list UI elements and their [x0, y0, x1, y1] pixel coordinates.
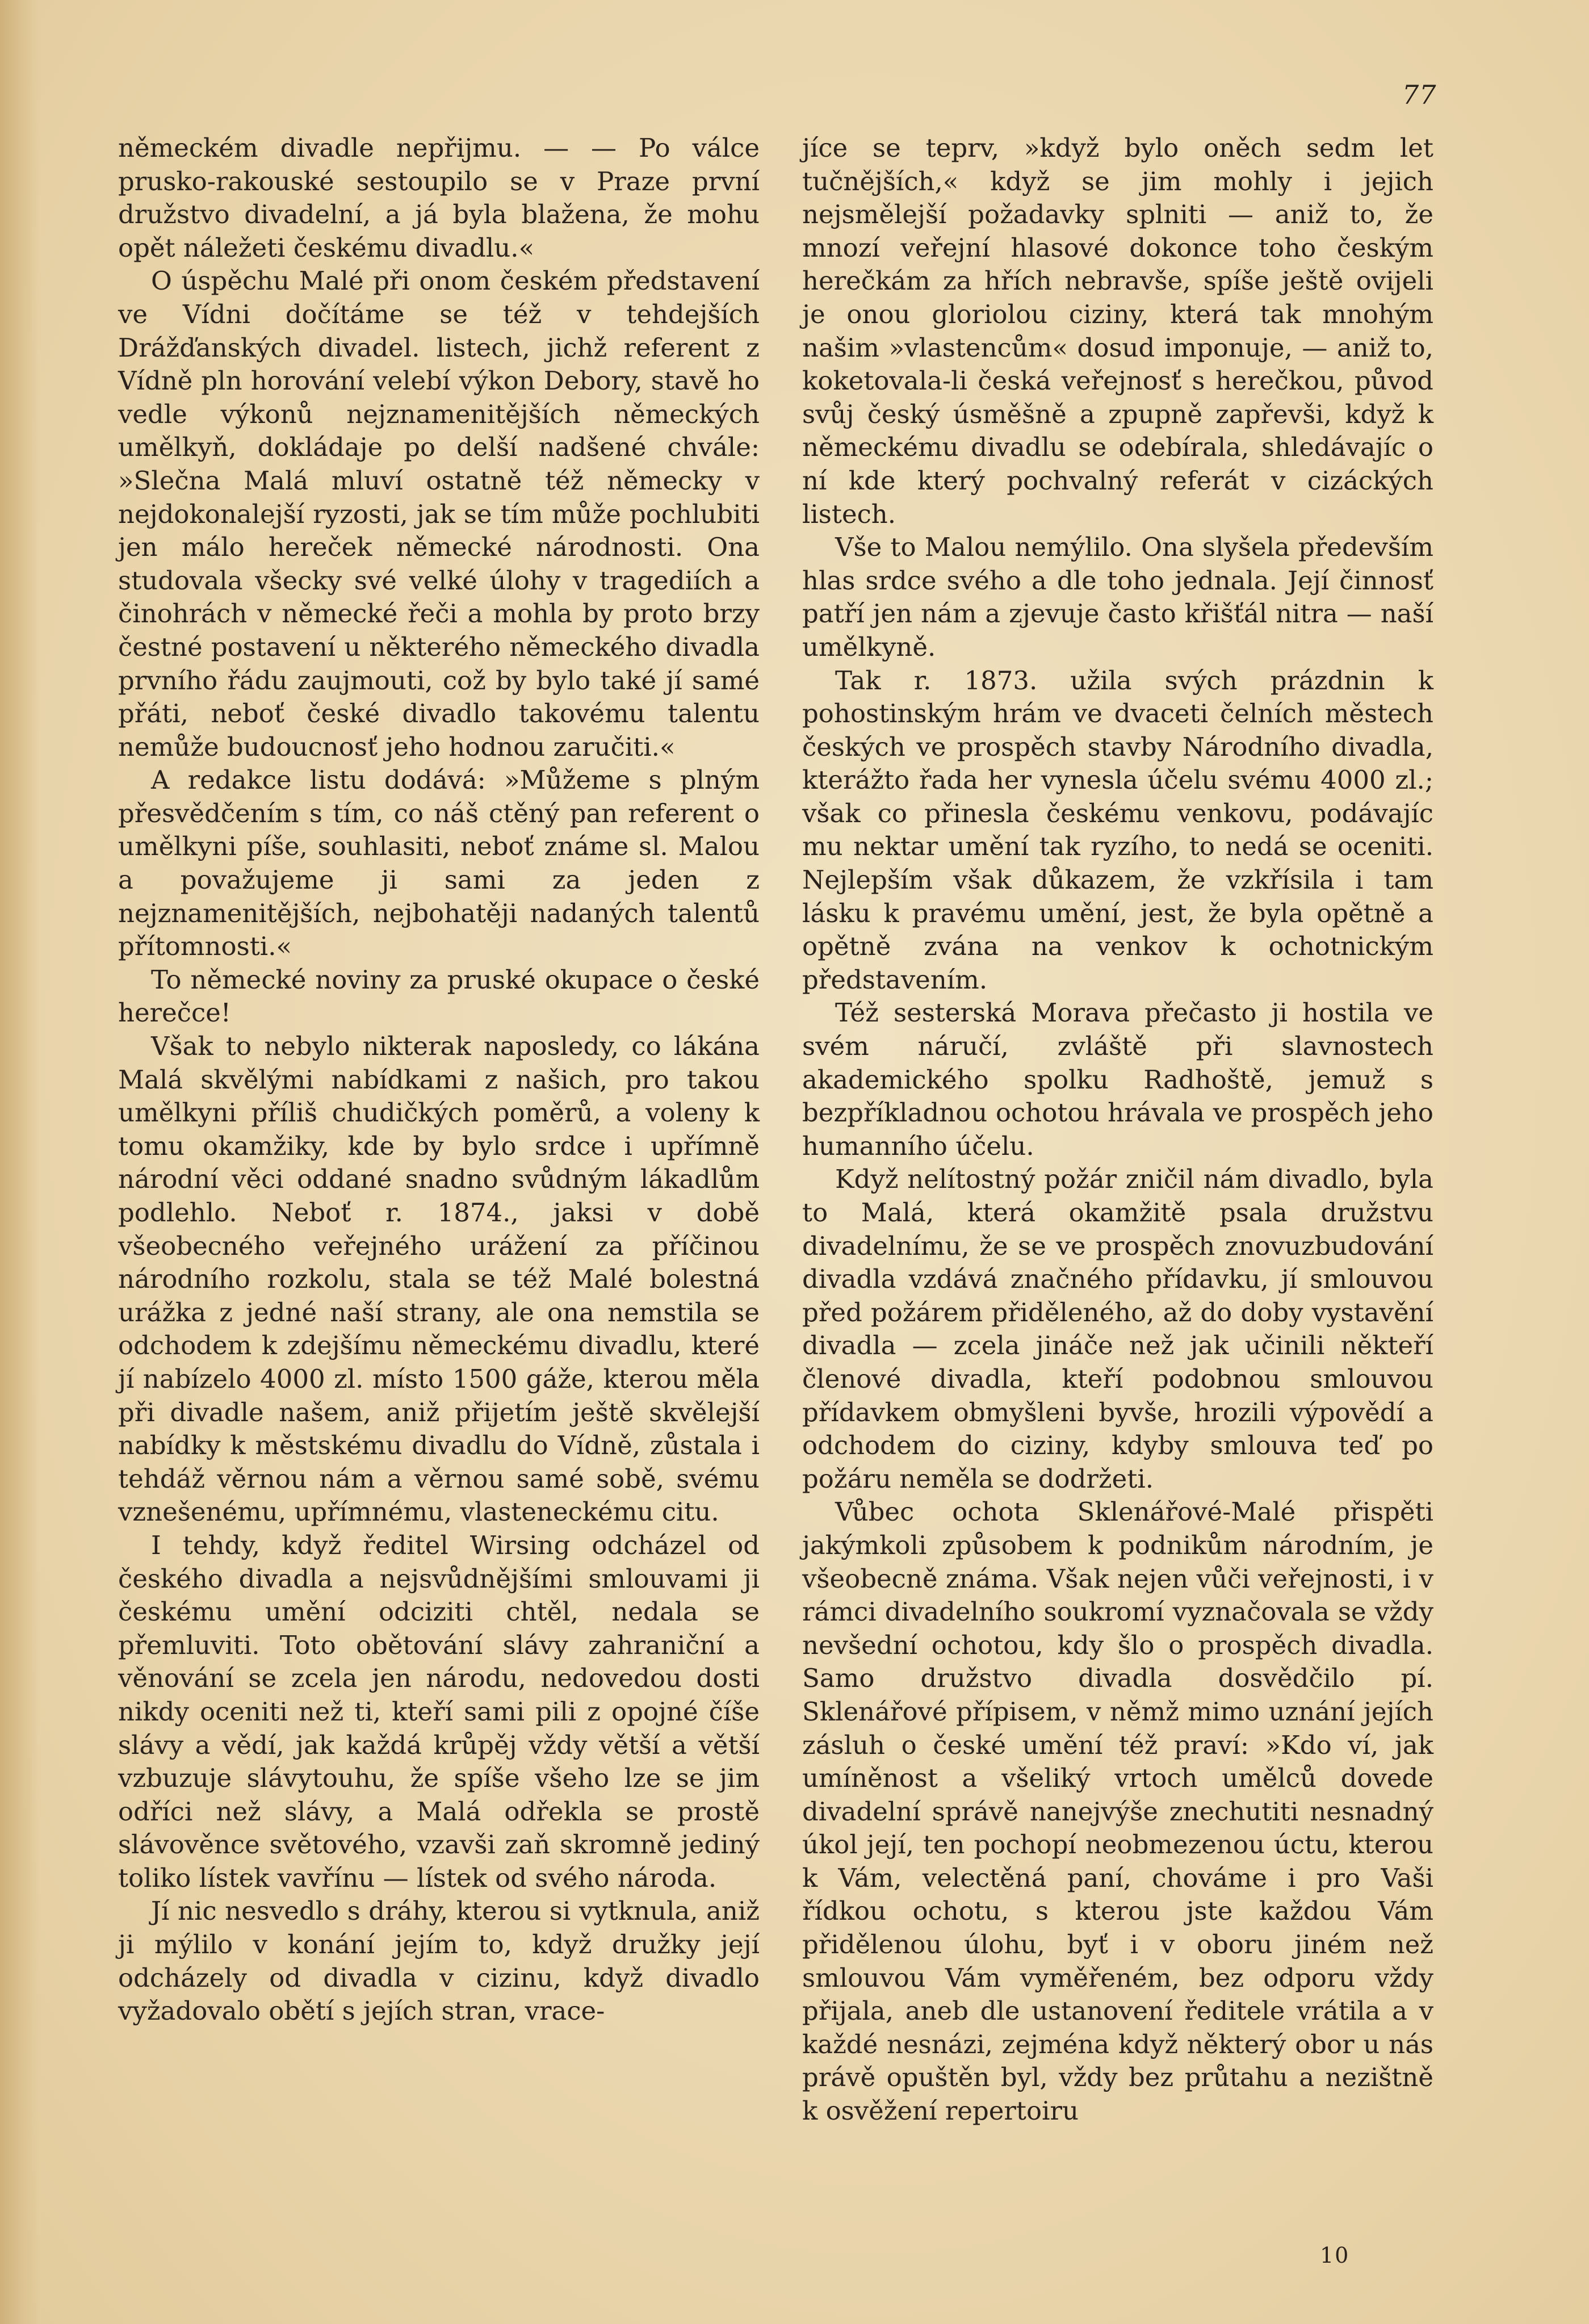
paragraph: I tehdy, když ředitel Wirsing odcházel od českého divadla a nejsvůdnějšími smlouvami ji českému umění odciziti chtěl, nedala se přemluviti. Toto obětování slávy zahraniční a věnování se zcela jen národu, nedovedou dosti nikdy oceniti než ti, kteří sami pili z opojné číše slávy a vědí, jak každá krůpěj vždy větší a větší vzbuzuje slávytouhu, že spíše všeho lze se jim odříci než slávy, a Malá odřekla se prostě slávověnce světového, vzavši zaň skromně jediný toliko lístek vavřínu — lístek od svého národa. — [118, 1530, 760, 1893]
paragraph: Též sesterská Morava přečasto ji hostila ve svém náručí, zvláště při slavnostech akademického spolku Radhoště, jemuž s bezpříkladnou ochotou hrávala ve prospěch jeho humanního účelu. — [802, 998, 1433, 1161]
paragraph: německém divadle nepřijmu. — — Po válce prusko-rakouské sestoupilo se v Praze první družstvo divadelní, a já byla blažena, že mohu opět náležeti českému divadlu.« — [118, 133, 760, 263]
paragraph: To německé noviny za pruské okupace o české herečce! — [118, 964, 760, 1028]
binding-edge — [0, 0, 40, 2324]
right-column — [802, 132, 1433, 2128]
paragraph: Vůbec ochota Sklenářové-Malé přispěti jakýmkoli způsobem k podnikům národním, je všeobecně známa. Však nejen vůči veřejnosti, i v rámci divadelního soukromí vyznačovala se vždy nevšední ochotou, kdy šlo o prospěch divadla. Samo družstvo divadla dosvědčilo pí. Sklenářové přípisem, v němž mimo uznání jejích zásluh o české umění též praví: »Kdo ví, jak umíněnost a všeliký vrtoch umělců dovede divadelní správě nanejvýše znechutiti nesnadný úkol její, ten pochopí neobmezenou úctu, kterou k Vám, velectěná paní, chováme i pro Vaši řídkou ochotu, s kterou jste každou Vám přidělenou úlohu, byť i v oboru jiném než smlouvou Vám vyměřeném, bez odporu vždy přijala, aneb dle ustanovení ředitele vrátila a v každé nesnázi, zejména když některý obor u nás právě opuštěn byl, vždy bez průtahu a nezištně k osvěžení repertoiru — [802, 1497, 1433, 2126]
left-column — [118, 132, 760, 2028]
paragraph: Když nelítostný požár zničil nám divadlo, byla to Malá, která okamžitě psala družstvu divadelnímu, že se ve prospěch znovuzbudování divadla vzdává značného přídavku, jí smlouvou před požárem přiděleného, až do doby vystavění divadla — zcela jináče než jak učinili někteří členové divadla, kteří podobnou smlouvou přídavkem obmyšleni byvše, hrozili výpovědí a odchodem do ciziny, kdyby smlouva teď po požáru neměla se dodržeti. — [802, 1164, 1433, 1494]
paragraph: Jí nic nesvedlo s dráhy, kterou si vytknula, aniž ji mýlilo v konání jejím to, když družky její odcházely od divadla v cizinu, když divadlo vyžadovalo obětí s jejích stran, vrace- — [118, 1896, 760, 2026]
paragraph: Tak r. 1873. užila svých prázdnin k pohostinským hrám ve dvaceti čelních městech českých ve prospěch stavby Národního divadla, kterážto řada her vynesla účelu svému 4000 zl.; však co přinesla českému venkovu, podávajíc mu nektar umění tak ryzího, to nedá se oceniti. Nejlepším však důkazem, že vzkřísila i tam lásku k pravému umění, jest, že byla opětně a opětně zvána na venkov k ochotnickým představením. — [802, 665, 1433, 995]
paragraph: O úspěchu Malé při onom českém představení ve Vídni dočítáme se též v tehdejších Drážďanských divadel. listech, jichž referent z Vídně pln horování velebí výkon Debory, stavě ho vedle výkonů nejznamenitějších německých umělkyň, dokládaje po delší nadšené chvále: »Slečna Malá mluví ostatně též německy v nejdokonalejší ryzosti, jak se tím může pochlubiti jen málo hereček německé národnosti. Ona studovala všecky své velké úlohy v tragediích a činohrách v německé řeči a mohla by proto brzy čestné postavení u některého německého divadla prvního řádu zaujmouti, což by bylo také jí samé přáti, neboť české divadlo takovému talentu nemůže budoucnosť jeho hodnou zaručiti.« — [118, 266, 760, 762]
sheet-number: 10 — [1320, 2243, 1350, 2268]
page-number: 77 — [1402, 79, 1437, 110]
paragraph: Vše to Malou nemýlilo. Ona slyšela především hlas srdce svého a dle toho jednala. Její činnosť patří jen nám a zjevuje často křišťál nitra — naší umělkyně. — [802, 532, 1433, 662]
paragraph: Však to nebylo nikterak naposledy, co lákána Malá skvělými nabídkami z našich, pro takou umělkyni příliš chudičkých poměrů, a voleny k tomu okamžiky, kde by bylo srdce i upřímně národní věci oddané snadno svůdným lákadlům podlehlo. Neboť r. 1874., jaksi v době všeobecného veřejného urážení za příčinou národního rozkolu, stala se též Malé bolestná urážka z jedné naší strany, ale ona nemstila se odchodem k zdejšímu německému divadlu, které jí nabízelo 4000 zl. místo 1500 gáže, kterou měla při divadle našem, aniž přijetím ještě skvělejší nabídky k městskému divadlu do Vídně, zůstala i tehdáž věrnou nám a věrnou samé sobě, svému vznešenému, upřímnému, vlasteneckému citu. — [118, 1031, 760, 1527]
paragraph: jíce se teprv, »když bylo oněch sedm let tučnějších,« když se jim mohly i jejich nejsmělejší požadavky splniti — aniž to, že mnozí veřejní hlasové dokonce toho českým herečkám za hřích nebravše, spíše ještě ovijeli je onou gloriolou ciziny, která tak mnohým našim »vlastencům« dosud imponuje, — aniž to, koketovala-li česká veřejnosť s herečkou, původ svůj český úsměšně a zpupně zapřevši, když k německému divadlu se odebírala, shledávajíc o ní kde který pochvalný referát v cizáckých listech. — [802, 133, 1433, 529]
paragraph: A redakce listu dodává: »Můžeme s plným přesvědčením s tím, co náš ctěný pan referent o umělkyni píše, souhlasiti, neboť známe sl. Malou a považujeme ji sami za jeden z nejznamenitějších, nejbohatěji nadaných talentů přítomnosti.« — [118, 765, 760, 962]
